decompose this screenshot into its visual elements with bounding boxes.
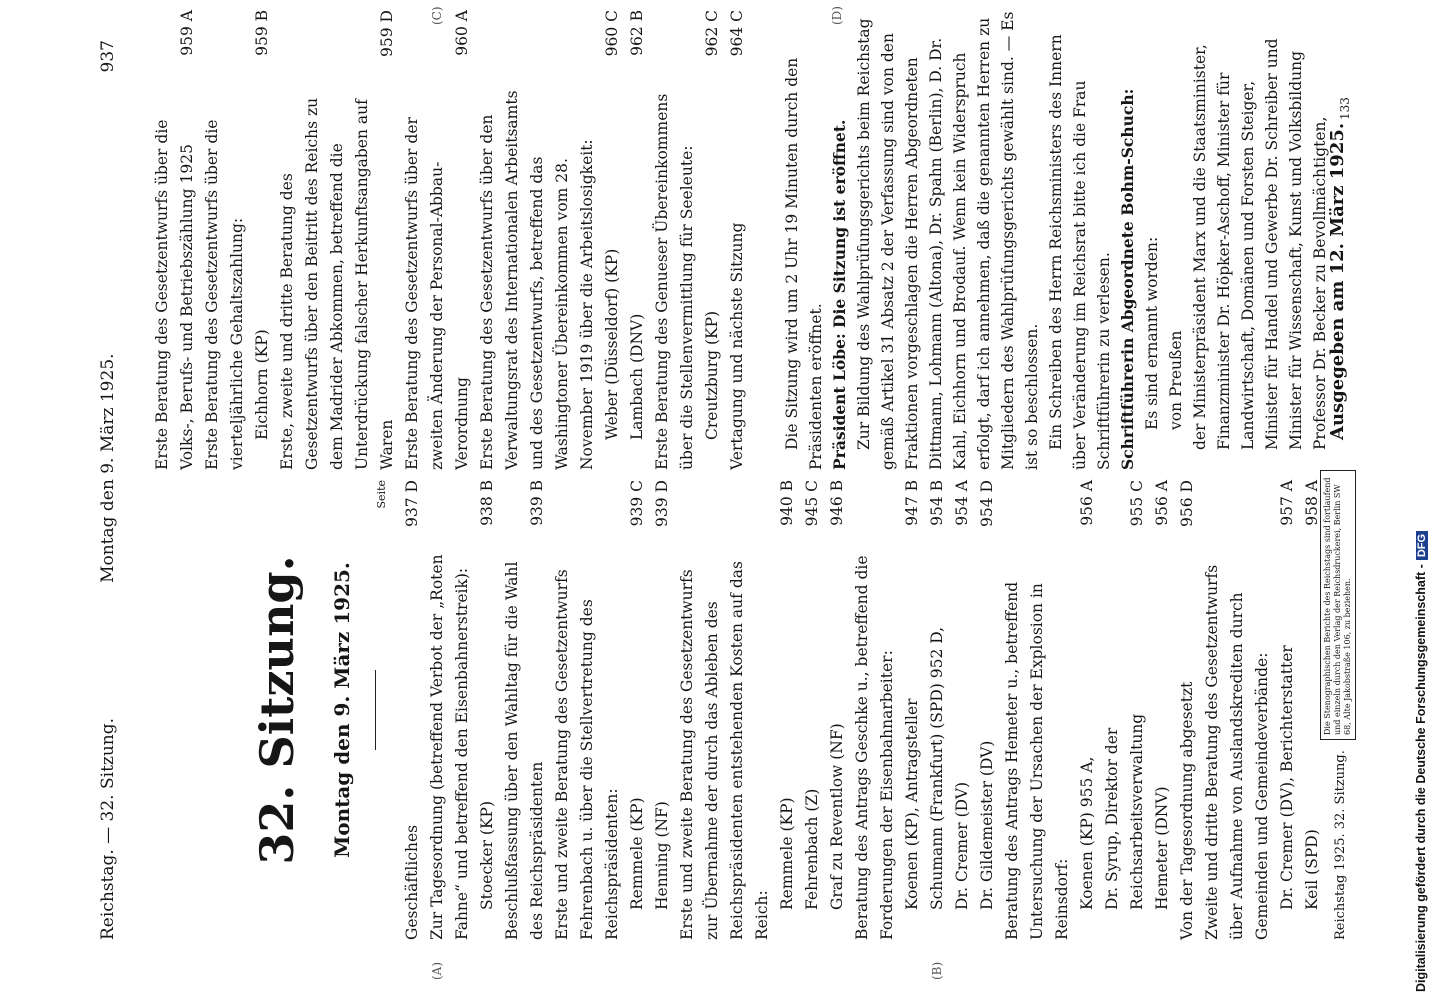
toc-left-entry-text: Remmele (KP) [628, 797, 646, 910]
session-text [780, 10, 1332, 470]
toc-left-entry-text: Geschäftliches [403, 824, 421, 940]
toc-left-entry-text: Erste und zweite Beratung des Gesetzentwurfs zur Übernahme der durch das Ableben des Reichspräsidenten entstehenden Kosten auf das Reich: [678, 561, 771, 940]
toc-left-entry-text: Dr. Gildemeister (DV) [978, 740, 996, 910]
toc-right-entry [475, 10, 600, 470]
toc-left-entry [1150, 480, 1175, 940]
toc-left-entry-page-ref: 956 A [1153, 480, 1171, 526]
toc-right-entry [625, 10, 650, 470]
body-paragraph: Schriftführerin Abgeordnete Bohm-Schuch: [1118, 88, 1137, 470]
toc-left-entry-text: Dr. Cremer (DV), Berichterstatter [1278, 645, 1296, 910]
toc-left-entry-page-ref: 954 A [953, 480, 971, 526]
toc-left-entry-text: Hemeter (DNV) [1153, 786, 1171, 910]
running-header [98, 40, 128, 940]
divider [375, 670, 376, 750]
toc-right-entry-text: Erste Beratung des Gesetzentwurfs über der zweiten Änderung der Personal-Abbau-Verordnung [403, 117, 471, 470]
toc-left-entry [1175, 480, 1200, 940]
toc-left-entry-page-ref: 937 D [403, 480, 421, 527]
footer-notice: Die Stenographischen Berichte des Reichstags sind fortlaufend und einzeln durch den Verlag der Reichsdruckerei, Berlin SW 68, Alte Jakobstraße 106, zu beziehen. [1320, 470, 1356, 740]
table-of-contents-right [150, 10, 750, 470]
session-date: Montag den 9. März 1925. [330, 562, 354, 858]
seite-label: Seite [375, 480, 388, 509]
margin-mark-b: (B) [930, 961, 944, 980]
toc-left-entry [825, 480, 850, 940]
toc-left-entry-text: Beratung des Antrags Geschke u., betreffend die Forderungen der Eisenbahnarbeiter: [853, 555, 896, 940]
toc-left-entry-page-ref: 954 D [978, 480, 996, 527]
dfg-banner [1414, 6, 1432, 992]
margin-mark-a: (A) [430, 961, 444, 980]
header-right [98, 40, 118, 583]
toc-left-entry [475, 480, 500, 940]
toc-right-entry-page-ref: 959 B [253, 10, 271, 56]
toc-left-entry-text: Koenen (KP), Antragsteller [903, 698, 921, 910]
toc-left-entry-text: Graf zu Reventlow (NF) [828, 723, 846, 910]
toc-left-entry-page-ref: 939 C [628, 480, 646, 527]
toc-right-entry-text: Erste Beratung des Genueser Übereinkommens über die Stellenvermittlung für Seeleute: [653, 93, 696, 470]
toc-right-entry-page-ref: 960 A [453, 10, 471, 56]
table-of-contents-left [400, 480, 1325, 940]
toc-left-entry-page-ref: 939 B [528, 480, 546, 526]
toc-right-entry-text: Vertagung und nächste Sitzung [728, 222, 746, 470]
toc-left-entry-text: Remmele (KP) [778, 797, 796, 910]
toc-left-entry [500, 480, 550, 940]
toc-left-entry-page-ref: 958 A [1303, 480, 1321, 526]
toc-right-entry-text: Erste Beratung des Gesetzentwurfs über die vierteljährliche Gehaltszahlung: [203, 119, 246, 470]
toc-right-entry [250, 10, 275, 470]
toc-left-entry [1100, 480, 1150, 940]
toc-right-entry-page-ref: 960 C [603, 10, 621, 57]
toc-right-entry [725, 10, 750, 470]
toc-left-entry-text: Zur Tagesordnung (betreffend Verbot der „Roten Fahne“ und betreffend den Eisenbahnerstreik): [428, 554, 471, 940]
toc-right-entry [400, 10, 475, 470]
toc-left-entry [1000, 480, 1075, 940]
toc-left-entry [775, 480, 800, 940]
toc-left-entry-page-ref: 957 A [1278, 480, 1296, 526]
toc-left-entry-text: Zweite und dritte Beratung des Gesetzentwurfs über Aufnahme von Auslandskrediten durch Gemeinden und Gemeindeverbände: [1203, 564, 1271, 940]
toc-left-entry [975, 480, 1000, 940]
left-column [130, 480, 1370, 940]
toc-right-entry-page-ref: 964 C [728, 10, 746, 57]
toc-left-entry-page-ref: 956 D [1178, 480, 1196, 527]
toc-right-entry [600, 10, 625, 470]
header-page-number: 937 [98, 40, 118, 73]
body-paragraph: von Preußen [1167, 330, 1185, 430]
right-column [130, 10, 1370, 470]
toc-left-entry [1275, 480, 1300, 940]
toc-left-entry-page-ref: 955 C [1128, 480, 1146, 527]
toc-left-entry-page-ref: 945 C [803, 480, 821, 527]
toc-left-entry-text: Schumann (Frankfurt) (SPD) 952 D, [928, 626, 946, 910]
toc-right-entry-text: Lambach (DNV) [628, 313, 646, 440]
toc-right-entry-text: Erste, zweite und dritte Beratung des Gesetzentwurfs über den Beitritt des Reichs zu dem Madrider Abkommen, betreffend die Unterdrückung falscher Herkunftsangaben auf Waren [278, 97, 396, 470]
footer-issued: Ausgegeben am 12. März 1925. [1327, 122, 1348, 440]
header-date: Montag den 9. März 1925. [98, 353, 118, 583]
body-paragraph: Präsident Löbe: Die Sitzung ist eröffnet. [830, 119, 849, 470]
toc-right-entry-page-ref: 959 D [378, 10, 396, 57]
dfg-logo: DFG [1416, 531, 1428, 560]
toc-left-entry [950, 480, 975, 940]
toc-left-entry [425, 480, 475, 940]
session-title: 32. Sitzung. [250, 555, 304, 865]
toc-right-entry [650, 10, 700, 470]
toc-left-entry-text: Dr. Cremer (DV) [953, 781, 971, 910]
toc-left-entry-text: Koenen (KP) 955 A, [1078, 756, 1096, 910]
toc-left-entry-page-ref: 947 B [903, 480, 921, 526]
body-paragraph: Die Sitzung wird um 2 Uhr 19 Minuten durch den Präsidenten eröffnet. [783, 57, 825, 470]
toc-right-entry-text: Weber (Düsseldorf) (KP) [603, 248, 621, 440]
toc-left-entry-page-ref: 940 B [778, 480, 796, 526]
margin-mark-d: (D) [830, 6, 844, 25]
toc-left-entry-text: Beschlußfassung über den Wahltag für die Wahl des Reichspräsidenten [503, 561, 546, 940]
rotated-document [70, 0, 1370, 1000]
body-paragraph: der Ministerpräsident Marx und die Staatsminister, Finanzminister Dr. Höpker-Aschoff, Minister für Landwirtschaft, Domänen und Forsten Steiger, Minister für Handel und Gewerbe Dr. Schreiber und Minister für Wissenschaft, Kunst und Volksbildung Professor Dr. Becker zu Bevollmächtigten, [1191, 38, 1329, 450]
margin-mark-c: (C) [430, 6, 444, 25]
toc-left-entry [1200, 480, 1275, 940]
toc-left-entry [925, 480, 950, 940]
footer-left: Reichstag 1925. 32. Sitzung. [1333, 750, 1348, 940]
toc-right-entry-text: Erste Beratung des Gesetzentwurfs über die Volks-, Berufs- und Betriebszählung 1925 [153, 119, 196, 470]
toc-left-entry-text: Stoecker (KP) [478, 800, 496, 910]
toc-left-entry [675, 480, 775, 940]
toc-right-entry [275, 10, 400, 470]
toc-right-entry [150, 10, 200, 470]
toc-left-entry-page-ref: 956 A [1078, 480, 1096, 526]
toc-left-entry-text: Erste und zweite Beratung des Gesetzentwurfs Fehrenbach u. über die Stellvertretung des Reichspräsidenten: [553, 569, 621, 940]
toc-left-entry-page-ref: 939 D [653, 480, 671, 527]
toc-left-entry-text: Keil (SPD) [1303, 829, 1321, 910]
toc-left-entry [625, 480, 650, 940]
toc-right-entry-text: Creutzburg (KP) [703, 310, 721, 440]
dfg-banner-text: Digitalisierung gefördert durch die Deutsche Forschungsgemeinschaft - [1414, 564, 1428, 992]
toc-right-entry-text: Eichhorn (KP) [253, 329, 271, 440]
toc-left-entry [650, 480, 675, 940]
toc-left-entry-text: Fehrenbach (Z) [803, 788, 821, 910]
toc-left-entry-text: Dr. Syrup, Direktor der Reichsarbeitsverwaltung [1103, 713, 1146, 910]
footer-page-number: 133 [1338, 97, 1352, 120]
toc-left-entry [850, 480, 900, 940]
body-paragraph: Es sind ernannt worden: [1143, 236, 1161, 430]
toc-left-entry [400, 480, 425, 940]
toc-left-entry [900, 480, 925, 940]
toc-left-entry [550, 480, 625, 940]
body-paragraph: Ein Schreiben des Herrn Reichsministers des Innern über Veränderung im Reichsrat bitte ich die Frau Schriftführerin zu verlesen. [1047, 34, 1113, 470]
toc-right-entry [700, 10, 725, 470]
toc-left-entry [800, 480, 825, 940]
toc-right-entry [200, 10, 250, 470]
header-left: Reichstag. — 32. Sitzung. [98, 717, 118, 940]
toc-left-entry-page-ref: 938 B [478, 480, 496, 526]
toc-left-entry-text: Von der Tagesordnung abgesetzt [1178, 681, 1196, 940]
toc-right-entry-page-ref: 962 B [628, 10, 646, 56]
toc-left-entry [1075, 480, 1100, 940]
body-paragraph: Zur Bildung des Wahlprüfungsgerichts beim Reichstag gemäß Artikel 31 Absatz 2 der Verfassung sind von den Fraktionen vorgeschlagen die Herren Abgeordneten Dittmann, Lohmann (Altona), Dr. Spahn (Berlin), D. Dr. Kahl, Eichhorn und Brodauf. Wenn kein Widerspruch erfolgt, darf ich annehmen, daß die genannten Herren zu Mitgliedern des Wahlprüfungsgerichts gewählt sind. — Es ist so beschlossen. [855, 11, 1041, 470]
toc-right-entry-page-ref: 962 C [703, 10, 721, 57]
toc-right-entry-text: Erste Beratung des Gesetzentwurfs über den Verwaltungsrat des Internationalen Arbeitsamts und des Gesetzentwurfs, betreffend das Washingtoner Übereinkommen vom 28. November 1919 über die Arbeitslosigkeit: [478, 90, 596, 470]
toc-left-entry-page-ref: 946 B [828, 480, 846, 526]
toc-left-entry-text: Henning (NF) [653, 801, 671, 910]
toc-left-entry-text: Beratung des Antrags Hemeter u., betreffend Untersuchung der Ursachen der Explosion in Reinsdorf: [1003, 581, 1071, 940]
toc-left-entry-page-ref: 954 B [928, 480, 946, 526]
toc-right-entry-page-ref: 959 A [178, 10, 196, 56]
